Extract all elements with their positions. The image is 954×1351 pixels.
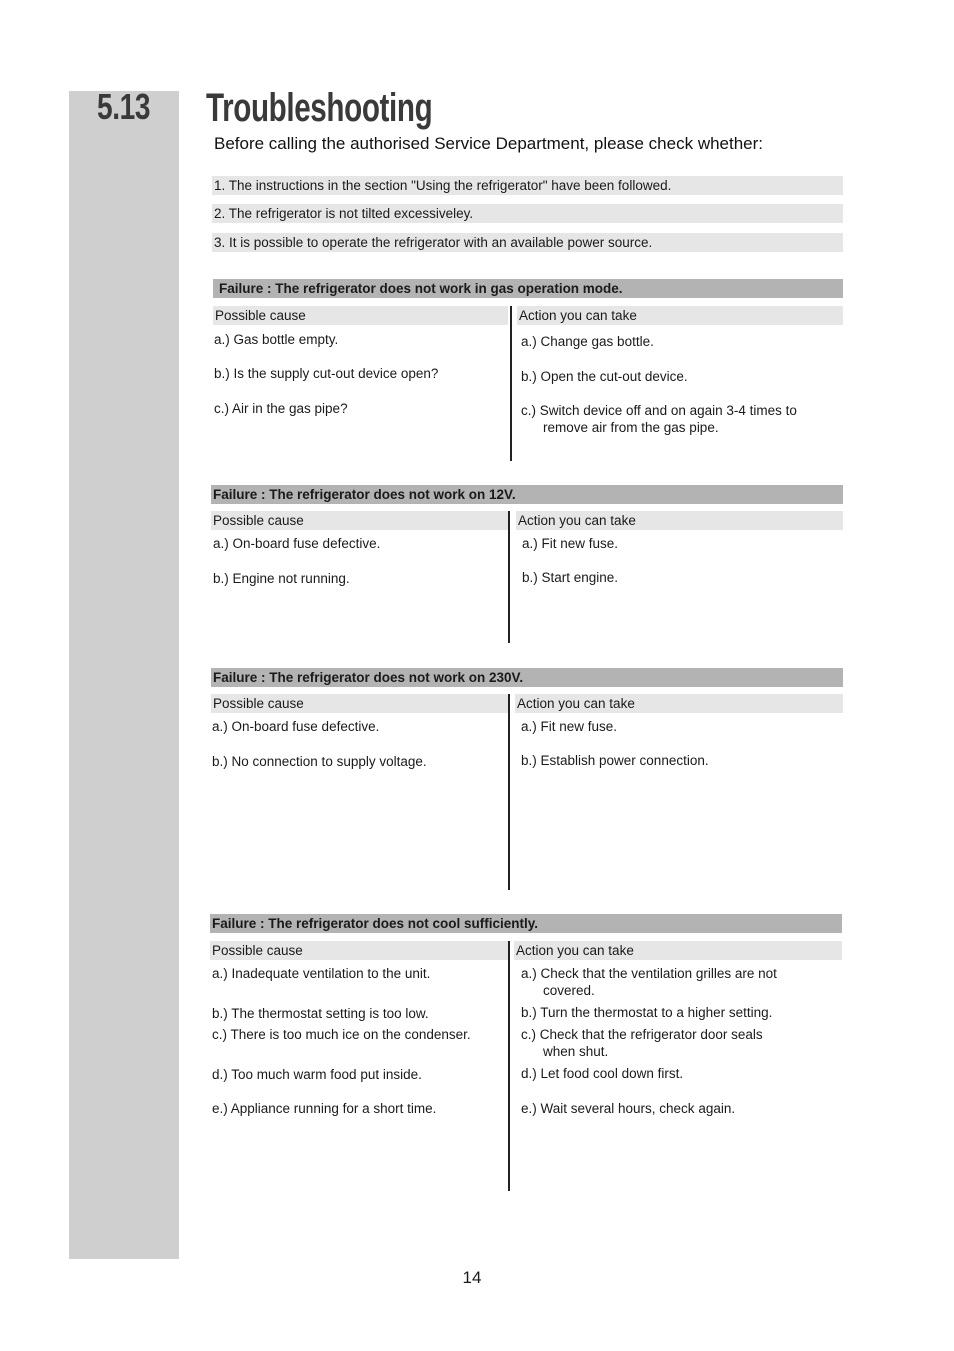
column-divider [508, 941, 510, 1191]
action-item-text: c.) Check that the refrigerator door seals [521, 1027, 763, 1042]
cause-item: e.) Appliance running for a short time. [212, 1101, 437, 1116]
cause-item: b.) No connection to supply voltage. [212, 754, 427, 769]
action-item-text: e.) Wait several hours, check again. [521, 1101, 736, 1116]
action-item [521, 752, 709, 769]
cause-item: b.) Is the supply cut-out device open? [214, 366, 439, 381]
action-item [521, 333, 654, 350]
check-item: 1. The instructions in the section "Using the refrigerator" have been followed. [212, 176, 843, 195]
cause-header: Possible cause [211, 694, 508, 713]
action-item-text: b.) Turn the thermostat to a higher setting. [521, 1005, 773, 1020]
action-item-text: a.) Change gas bottle. [521, 334, 654, 349]
action-header: Action you can take [515, 694, 843, 713]
check-item: 3. It is possible to operate the refrigerator with an available power source. [212, 233, 843, 252]
page-number: 14 [462, 1268, 482, 1287]
action-item-text: d.) Let food cool down first. [521, 1066, 684, 1081]
cause-item: a.) On-board fuse defective. [213, 536, 381, 551]
action-header: Action you can take [517, 306, 843, 325]
cause-header: Possible cause [210, 941, 508, 960]
cause-item: d.) Too much warm food put inside. [212, 1067, 422, 1082]
section-title: Troubleshooting [206, 86, 433, 130]
action-item-text: c.) Switch device off and on again 3-4 times to [521, 403, 797, 418]
cause-header: Possible cause [211, 511, 508, 530]
failure-heading-12v: Failure : The refrigerator does not work on 12V. [211, 485, 843, 504]
action-item [522, 535, 618, 552]
failure-heading-cooling: Failure : The refrigerator does not cool sufficiently. [210, 914, 842, 933]
action-item-continuation: when shut. [543, 1044, 609, 1059]
action-item-text: a.) Check that the ventilation grilles are not [521, 966, 777, 981]
action-item [521, 1065, 683, 1082]
column-divider [508, 694, 510, 890]
action-item [521, 368, 688, 385]
section-number: 5.13 [97, 86, 151, 127]
action-item [521, 718, 617, 735]
section-side-bar [69, 91, 179, 1259]
cause-item: b.) The thermostat setting is too low. [212, 1006, 429, 1021]
action-item [522, 569, 618, 586]
cause-item: b.) Engine not running. [213, 571, 350, 586]
cause-header: Possible cause [213, 306, 508, 325]
action-item [521, 1026, 763, 1060]
action-item-continuation: covered. [543, 983, 595, 998]
intro-text: Before calling the authorised Service Department, please check whether: [214, 134, 764, 153]
action-item [521, 402, 797, 436]
column-divider [510, 306, 512, 461]
failure-heading-230v: Failure : The refrigerator does not work on 230V. [211, 668, 843, 687]
cause-item: c.) There is too much ice on the condenser. [212, 1027, 471, 1042]
action-header: Action you can take [514, 941, 842, 960]
action-item [521, 965, 777, 999]
cause-item: a.) Inadequate ventilation to the unit. [212, 966, 431, 981]
cause-item: a.) Gas bottle empty. [214, 332, 339, 347]
cause-item: a.) On-board fuse defective. [212, 719, 380, 734]
action-item-text: b.) Open the cut-out device. [521, 369, 688, 384]
action-item [521, 1004, 772, 1021]
action-item-continuation: remove air from the gas pipe. [543, 420, 719, 435]
action-item-text: a.) Fit new fuse. [521, 719, 618, 734]
check-item: 2. The refrigerator is not tilted excessiveley. [212, 204, 843, 223]
column-divider [508, 511, 510, 643]
action-item [521, 1100, 735, 1117]
cause-item: c.) Air in the gas pipe? [214, 401, 348, 416]
action-header: Action you can take [516, 511, 843, 530]
action-item-text: b.) Start engine. [522, 570, 619, 585]
action-item-text: a.) Fit new fuse. [522, 536, 619, 551]
action-item-text: b.) Establish power connection. [521, 753, 709, 768]
failure-heading-gas: Failure : The refrigerator does not work in gas operation mode. [213, 279, 843, 298]
